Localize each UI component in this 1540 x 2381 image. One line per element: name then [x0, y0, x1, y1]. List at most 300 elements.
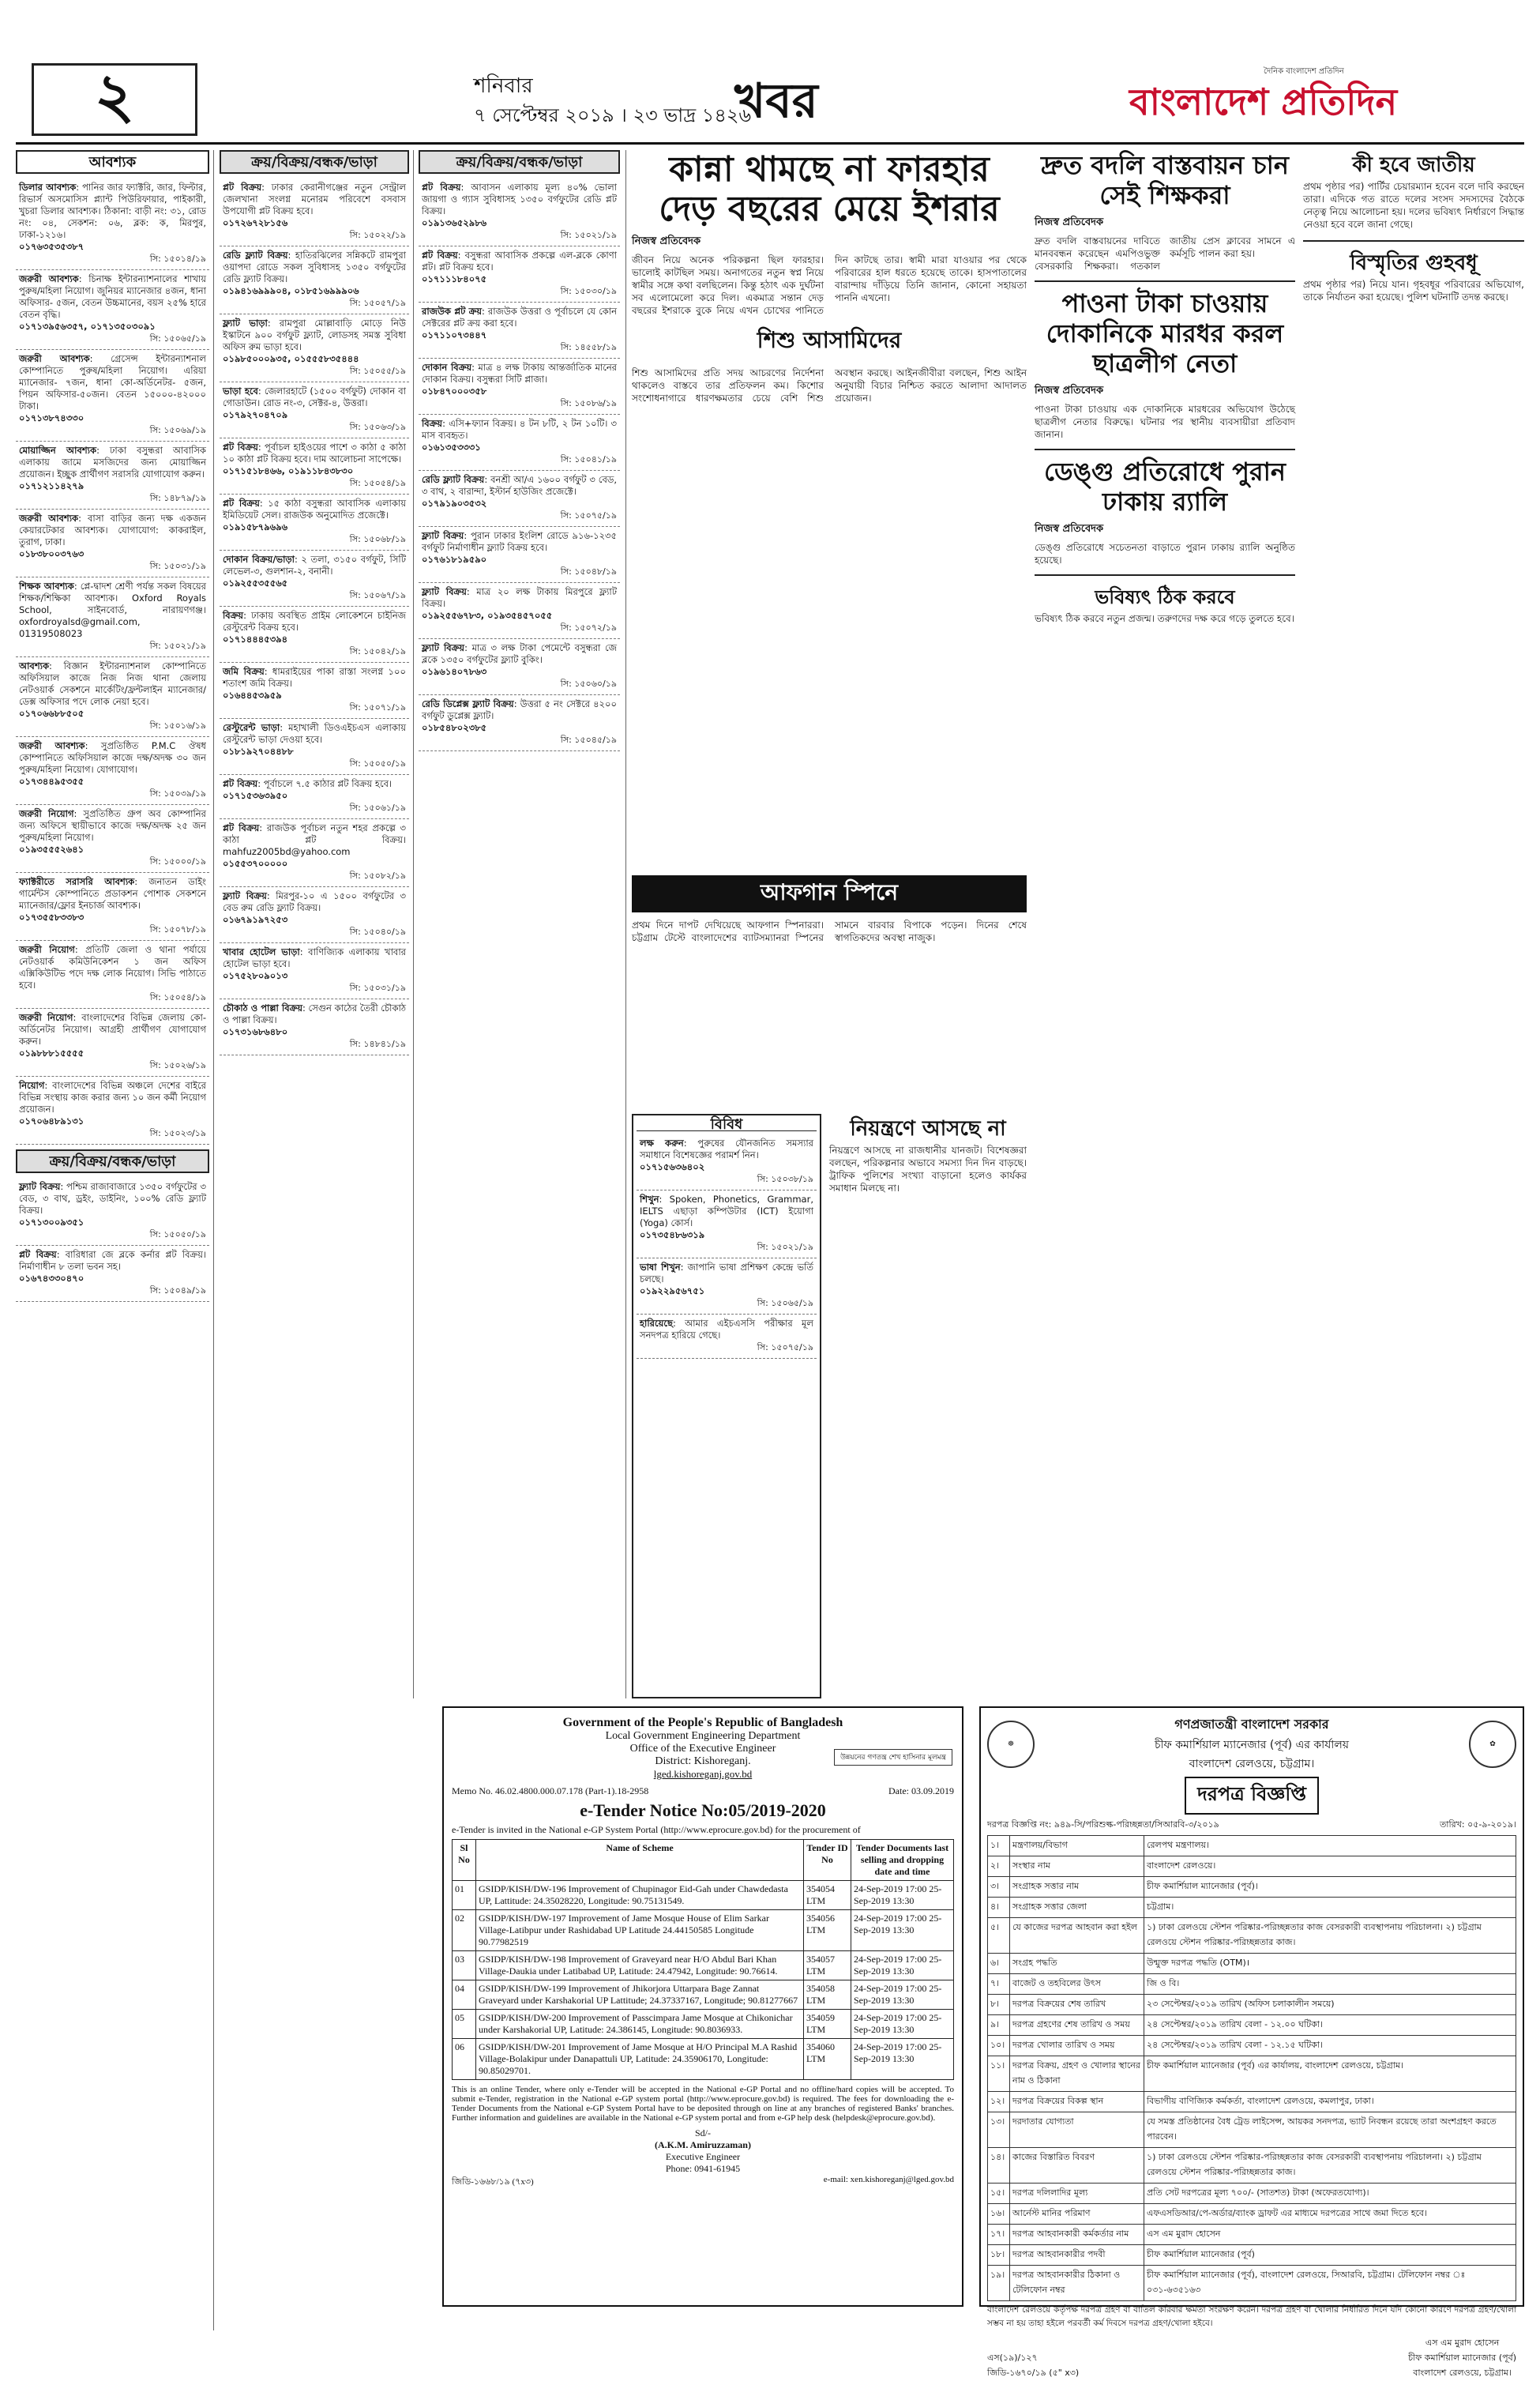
govt-emblem-icon: ✿	[1469, 1721, 1516, 1768]
tender-cell-name: GSIDP/KISH/DW-200 Improvement of Passcimpara Jame Mosque at Chikonichar under Karshakorial UP, Latitude: 24.386145, Longitude: 90.8036933.	[476, 2010, 804, 2039]
future-body: ভবিষ্যৎ ঠিক করবে নতুন প্রজন্ম। তরুণদের দক্ষ করে গড়ে তুলতে হবে।	[1035, 613, 1295, 624]
ad-title: নিয়োগ	[19, 1080, 45, 1091]
rail-title: দরপত্র বিজ্ঞপ্তি	[1185, 1777, 1319, 1815]
ad-phone: ০১৭১৩৯৫৬৩৫৭, ০১৭১৩৫০৩০৯১	[19, 321, 156, 332]
classified-list	[16, 179, 209, 1145]
ad-code: সি: ১৫০০০/১৯	[149, 856, 206, 867]
tender-cell-sl: 04	[453, 1980, 476, 2010]
traffic-headline: নিয়ন্ত্রণে আসছে না	[850, 1117, 1006, 1141]
rail-gd: জিডি-১৬৭০/১৯ (৫" x৩)	[987, 2368, 1080, 2378]
classified-ad	[637, 1190, 817, 1258]
ad-text: : Spoken, Phonetics, Grammar, IELTS এছাড়া কম্পিউটার (ICT) ইয়োগা (Yoga) কোর্স।	[640, 1194, 813, 1228]
ad-code: সি: ১৫০৩৮/১৯	[757, 1174, 813, 1184]
ad-title: দোকান বিক্রয়	[422, 362, 472, 373]
misc-list	[637, 1134, 817, 1359]
rail-ref: দরপত্র বিজ্ঞপ্তি নং: ৯৪৯-সি/পরিশুল্ক-পরিচ্ছন্নতা/সিআরবি-৩/২০১৯	[987, 1819, 1219, 1830]
ad-code: সি: ১৫০২২/১৯	[349, 230, 406, 240]
ad-title: প্লট বিক্রয়	[19, 1249, 57, 1260]
ad-code: সি: ১৫০৪৯/১৯	[149, 1285, 206, 1296]
ad-code: সি: ১৫০২১/১৯	[757, 1242, 813, 1252]
ad-phone: ০১৯১৩৬৫২৯৮৬	[422, 217, 487, 228]
ad-phone: ০১৭১৫১৮৪৬৬, ০১৯১১৮৪৩৮৩০	[223, 465, 354, 476]
ad-phone: ০১৮৩৮০০৩৭৬৩	[19, 548, 85, 559]
ad-code: সি: ১৫০৪৮/১৯	[560, 566, 617, 577]
ad-text: : ২ তলা, ৩১৫০ বর্গফুট, সিটি লেভেল-৩, গুলশান-২, বনানী।	[223, 554, 406, 577]
ad-text: : আবাসন এলাকায় মূল্য ৪০% ভোলা জায়গা ও গ্যাস সুবিধাসহ ১৩৫০ বর্গফুটের রেডি প্লট বিক্রয়।	[422, 182, 617, 216]
rail-row	[988, 1856, 1516, 1877]
classified-ad	[220, 382, 409, 438]
ad-title: ফ্ল্যাট বিক্রয়	[422, 586, 467, 597]
rail-cell-k: দরপত্র গ্রহণের শেষ তারিখ ও সময়	[1010, 2015, 1144, 2036]
ad-title: প্লট বিক্রয়	[223, 182, 262, 193]
ad-text: : রাজউক উত্তরা ও পূর্বাচলে যে কোন সেক্টরের প্লট ক্রয় করা হবে।	[422, 306, 617, 329]
ad-phone: ০১৯২৫৫৬৭৮৩, ০১৯৩৫৪৫৭০৫৫	[422, 610, 553, 621]
ad-title: মোয়াজ্জিন আবশ্যক	[19, 445, 97, 456]
rail-cell-n: ১০।	[988, 2036, 1010, 2056]
rail-row	[988, 2184, 1516, 2204]
tender-cell-date: 24-Sep-2019 17:00 25-Sep-2019 13:30	[851, 1980, 954, 2010]
right-news-column	[1303, 150, 1524, 1698]
ad-code: সি: ১৫০৬৫/১৯	[757, 1298, 813, 1308]
classified-ad	[220, 887, 409, 943]
classified-ad	[16, 510, 209, 577]
classified-ad	[220, 438, 409, 495]
tender-govt: Government of the People's Republic of Bangladesh	[562, 1716, 843, 1729]
ad-text: : প্লে-দ্বাদশ শ্রেণী পর্যন্ত সকল বিষয়ের শিক্ষক/শিক্ষিকা আবশ্যক। Oxford Royals School, সাইনবোর্ড, নারায়ণগঞ্জ। oxfordroyalsd@gmail.com, 01319508023	[19, 581, 206, 639]
page-header	[0, 0, 1540, 142]
rail-cell-n: ১৬।	[988, 2204, 1010, 2225]
classified-ad	[16, 737, 209, 805]
ad-phone: ০১৯৪১৬৯৯৯০৪, ০১৮৫১৬৯৯৯০৬	[223, 285, 359, 296]
tender-footer: This is an online Tender, where only e-Tender will be accepted in the National e-GP Portal and no offline/hard copies will be accepted. To submit e-Tender, registration in the National e-GP system portal (http://www.eprocure.gov.bd) is required. The fees for downloading the e-Tender Documents from the National e-GP System Portal have to be deposited through on line at any branches of registered Banks' branches. Further information and guidelines are available in the National e-GP system portal and from e-GP help desk (helpdesk@eprocure.gov.bd).	[452, 2085, 954, 2123]
column-heading: ক্রয়/বিক্রয়/বন্ধক/ভাড়া	[419, 150, 620, 174]
rail-cell-n: ১৯।	[988, 2266, 1010, 2301]
rail-table	[987, 1835, 1516, 2301]
ad-title: রেস্টুরেন্ট ভাড়া	[223, 722, 280, 733]
ad-code: সি: ১৫০৭৮/১৯	[149, 924, 206, 935]
rail-office: চীফ কমার্শিয়াল ম্যানেজার (পূর্ব) এর কার্যালয়	[1154, 1739, 1350, 1751]
rail-cell-v: ১) ঢাকা রেলওয়ে স্টেশন পরিষ্কার-পরিচ্ছন্নতার কাজ বেসরকারী ব্যবস্থাপনায় পরিচালনা। ২) চট্টগ্রাম রেলওয়ে স্টেশন পরিষ্কার-পরিচ্ছন্নতার কাজ।	[1144, 2148, 1516, 2184]
ad-text: : পশ্চিম রাজাবাজারে ১৩৫০ বর্গফুটের ৩ বেড, ৩ বাথ, ড্রইং, ডাইনিং, ১০০% রেডি ফ্ল্যাট বিক্রয়।	[19, 1181, 206, 1216]
ad-code: সি: ১৫০৬৫/১৯	[149, 333, 206, 344]
rail-cell-k: কাজের বিস্তারিত বিবরণ	[1010, 2148, 1144, 2184]
rail-cell-n: ৯।	[988, 2015, 1010, 2036]
classified-ad	[419, 303, 620, 359]
rail-place: বাংলাদেশ রেলওয়ে, চট্টগ্রাম।	[1413, 2368, 1512, 2378]
classified-ad	[220, 819, 409, 887]
classified-ad	[16, 1009, 209, 1077]
extortion-body: পাওনা টাকা চাওয়ায় এক দোকানিকে মারধরের অভিযোগ উঠেছে ছাত্রলীগ নেতার বিরুদ্ধে। ঘটনার পর স্থানীয় ব্যবসায়ীরা প্রতিবাদ জানান।	[1035, 404, 1295, 440]
tender-website[interactable]: lged.kishoreganj.gov.bd	[653, 1768, 753, 1780]
tender-role: Executive Engineer	[665, 2151, 741, 2162]
column-heading: ক্রয়/বিক্রয়/বন্ধক/ভাড়া	[16, 1149, 209, 1173]
ad-text: : বনশ্রী আ/এ ১৬০০ বর্গফুট ৩ বেড, ৩ বাথ, ২ বারান্দা, ইস্টার্ন হাউজিং প্রজেক্টে।	[422, 474, 617, 497]
classified-ad	[220, 607, 409, 663]
ad-title: রেডি ডিপ্লেক্স ফ্ল্যাট বিক্রয়	[422, 698, 514, 709]
rail-cell-v: চট্টগ্রাম।	[1144, 1898, 1516, 1918]
ad-code: সি: ১৫০৬৮/১৯	[349, 534, 406, 544]
ad-code: সি: ১৫০১৬/১৯	[149, 720, 206, 731]
ad-title: জমি বিক্রয়	[223, 666, 265, 677]
railway-emblem-icon: ☸	[987, 1721, 1035, 1768]
tender-row	[453, 2010, 954, 2039]
ad-text: : ঢাকা বসুন্ধরা আবাসিক এলাকায় জামে মসজিদের জন্য মোয়াজ্জিন প্রয়োজন। ইচ্ছুক প্রার্থীগণ সরাসরি যোগাযোগ করুন।	[19, 445, 206, 480]
ad-phone: ০১৭৬১৮১৯৫৯০	[422, 554, 487, 565]
tender-gd: জিডি-১৬৬৮/১৯ (৭x৩)	[452, 2177, 534, 2187]
th-sl: Sl No	[453, 1840, 476, 1881]
classified-ad	[16, 179, 209, 270]
jatiya-body: প্রথম পৃষ্ঠার পর) পার্টির চেয়ারম্যান হবেন বলে দাবি করছেন তারা। এদিকে গত রাতে দলের সংসদ সদস্যদের বৈঠকে নেতৃত্ব নিয়ে আলোচনা হয়। দলের ভবিষ্যৎ নির্ধারণে সিদ্ধান্ত নেওয়া হবে বলে জানা গেছে।	[1303, 181, 1524, 230]
rail-role: চীফ কমার্শিয়াল ম্যানেজার (পূর্ব)	[1408, 2353, 1516, 2363]
ad-title: আবশ্যক	[19, 660, 49, 671]
tender-cell-id: 354059 LTM	[804, 2010, 851, 2039]
classified-ad	[220, 719, 409, 775]
ad-text: : হাতিরঝিলের সন্নিকটে রামপুরা ওয়াপদা রোডে সকল সুবিধাসহ ১৩৫০ বর্গফুটের রেডি ফ্ল্যাট বিক্রয়।	[223, 250, 406, 284]
th-name: Name of Scheme	[476, 1840, 804, 1881]
rail-row	[988, 2056, 1516, 2092]
ad-text: : ১৫ কাঠা বসুন্ধরা আবাসিক এলাকায় ইমিডিয়েট সেল। রাজউক অনুমোদিত প্রজেক্টে।	[223, 498, 407, 521]
ad-code: সি: ১৫০৩১/১৯	[349, 983, 406, 993]
ad-title: প্লট বিক্রয়	[223, 778, 258, 789]
classified-ad	[220, 663, 409, 719]
housewife-headline: বিস্মৃতির গুহবধূ	[1303, 240, 1524, 278]
tender-cell-id: 354058 LTM	[804, 1980, 851, 2010]
ad-text: : জাপানি ভাষা প্রশিক্ষণ কেন্দ্রে ভর্তি চলছে।	[640, 1262, 813, 1285]
column-divider	[413, 150, 414, 1698]
lead-sub-body: শিশু আসামিদের প্রতি সদয় আচরণের নির্দেশনা থাকলেও বাস্তবে তার প্রতিফলন কম। কিশোর সংশোধনাগারে ধারণক্ষমতার চেয়ে বেশি শিশু অবস্থান করছে। আইনজীবীরা বলছেন, শিশু আইন অনুযায়ী বিচার নিশ্চিত করতে আলাদা আদালত প্রয়োজন।	[632, 367, 1027, 404]
rail-cell-v: চীফ কমার্শিয়াল ম্যানেজার (পূর্ব)	[1144, 2245, 1516, 2266]
tender-intro: e-Tender is invited in the National e-GP System Portal (http://www.eprocure.gov.bd) for the procurement of	[452, 1824, 861, 1835]
rail-cell-v: জি ও বি।	[1144, 1974, 1516, 1995]
lged-tender-notice	[442, 1706, 963, 2307]
rail-location: বাংলাদেশ রেলওয়ে, চট্টগ্রাম।	[1189, 1758, 1315, 1770]
tender-row	[453, 1951, 954, 1980]
ad-text: : মহাখালী ডিওএইচএস এলাকায় রেস্টুরেন্ট ভাড়া দেওয়া হবে।	[223, 722, 406, 745]
ad-text: : বিজ্ঞান ইন্টারন্যাশনাল কোম্পানিতে অফিসিয়াল কাজে নিজ নিজ থানা জেলায় নেটওয়ার্ক সেকশনে মার্কেটিং/ফ্রন্টলাইন ম্যানেজার/ডেক্স অফিসার পদে লোক নেয়া হবে।	[19, 660, 206, 707]
ad-text: : ঢাকার কেরানীগঞ্জের নতুন সেন্ট্রাল জেলখানা সংলগ্ন মনোরম পরিবেশে বসবাস উপযোগী প্লট বিক্রয় হবে।	[223, 182, 407, 216]
ad-text: : প্রতিটি জেলা ও থানা পর্যায়ে নেটওয়ার্ক কমিউনিকেশন ১ জন অফিস এক্সিকিউটিভ পদে দক্ষ লোক নিয়োগ। সিভি পাঠাতে হবে।	[19, 944, 206, 991]
tender-cell-date: 24-Sep-2019 17:00 25-Sep-2019 13:30	[851, 1910, 954, 1951]
rail-cell-n: ৬।	[988, 1954, 1010, 1974]
ad-title: রাজউক প্লট ক্রয়	[422, 306, 483, 317]
ad-code: সি: ১৫০২১/১৯	[149, 641, 206, 651]
ad-text: : পুরুষের যৌনজনিত সমস্যার সমাধানে বিশেষজ্ঞের পরামর্শ নিন।	[640, 1138, 814, 1160]
extortion-byline: নিজস্ব প্রতিবেদক	[1035, 385, 1104, 397]
rail-cell-n: ১৫।	[988, 2184, 1010, 2204]
rail-cell-k: সংগ্রহ পদ্ধতি	[1010, 1954, 1144, 1974]
classified-ad	[220, 999, 409, 1055]
rail-row	[988, 1954, 1516, 1974]
tender-phone: Phone: 0941-61945	[665, 2163, 741, 2174]
ad-title: বিক্রয়	[223, 610, 244, 621]
rail-cell-n: ১।	[988, 1836, 1010, 1856]
rail-row	[988, 2015, 1516, 2036]
classified-ad	[419, 471, 620, 527]
ad-text: : উত্তরা ৫ নং সেক্টরে ৪২০০ বর্গফুট ডুপ্লেক্স ফ্ল্যাট।	[422, 698, 617, 721]
rail-cell-k: আর্নেস্ট মানির পরিমাণ	[1010, 2204, 1144, 2225]
ad-title: বিক্রয়	[422, 418, 443, 429]
classified-ad	[220, 775, 409, 819]
classified-ad	[220, 943, 409, 999]
ad-phone: ০১৭০৬৬৮৮৫০৫	[19, 708, 85, 719]
rail-footer: বাংলাদেশ রেলওয়ে কর্তৃপক্ষ দরপত্র গ্রহণ বা বাতিল করিবার ক্ষমতা সংরক্ষণ করেন। দরপত্র গ্রহণ বা খোলার নির্ধারিত দিনে যদি কোনো কারণে দরপত্র গ্রহণ/খোলা সম্ভব না হয় তাহা হইলে পরবর্তী কর্ম দিবসে দরপত্র গ্রহণ/খোলা হইবে।	[987, 2305, 1516, 2328]
classified-ad	[419, 415, 620, 471]
rail-cell-k: দরপত্র খোলার তারিখ ও সময়	[1010, 2036, 1144, 2056]
ad-title: প্লট বিক্রয়	[223, 442, 258, 453]
ad-title: লক্ষ করুন	[640, 1138, 684, 1149]
ad-phone: ০১৭১১০৭৩৪৪৭	[422, 329, 487, 340]
header-rule	[16, 142, 1524, 145]
rail-row	[988, 1877, 1516, 1898]
tender-cell-sl: 05	[453, 2010, 476, 2039]
tender-cell-date: 24-Sep-2019 17:00 25-Sep-2019 13:30	[851, 2039, 954, 2080]
ad-title: দোকান বিক্রয়/ভাড়া	[223, 554, 295, 565]
classified-column-wanted	[16, 150, 209, 2330]
rail-row	[988, 1995, 1516, 2015]
classified-column-property	[220, 150, 409, 2330]
rail-cell-n: ৫।	[988, 1918, 1010, 1954]
classified-ad	[16, 805, 209, 873]
ad-title: জরুরী নিয়োগ	[19, 944, 75, 955]
ad-text: : মাত্র ৩ লক্ষ টাকা পেমেন্টে বসুন্ধরা জে ব্লকে ১৩৫০ বর্গফুটের ফ্ল্যাট বুকিং।	[422, 642, 617, 665]
rail-cell-v: যে সমস্ত প্রতিষ্ঠানের বৈধ ট্রেড লাইসেন্স, আয়কর সনদপত্র, ভ্যাট নিবন্ধন রয়েছে তারা অংশগ্রহণ করতে পারবেন।	[1144, 2112, 1516, 2148]
classified-list	[16, 1178, 209, 1302]
lead-headline-2: দেড় বছরের মেয়ে ইশরার	[659, 189, 1000, 229]
page-number: ২	[32, 63, 197, 136]
dengue-headline: ডেঙ্গু প্রতিরোধে পুরান ঢাকায় র‌্যালি	[1035, 449, 1295, 517]
ad-title: প্লট বিক্রয়	[422, 182, 461, 193]
ad-text: : গ্রেসেন্স ইন্টারন্যাশনাল কোম্পানিতে পুরুষ/মহিলা নিয়োগ। এরিয়া ম্যানেজার- ৭জন, ধানা কো-অর্ডিনেটর- ৫জন, পিয়ন অফিসার-৫০জন। বেতন ১৫০০০-৪২০০০ টাকা।	[19, 353, 207, 412]
ad-title: জরুরী নিয়োগ	[19, 808, 74, 819]
lead-subhead: শিশু আসামিদের	[757, 327, 902, 353]
tender-table	[452, 1839, 954, 2080]
ad-title: জরুরী আবশ্যক	[19, 353, 90, 364]
classified-ad	[16, 1246, 209, 1302]
ad-title: চৌকাঠ ও পাল্লা বিক্রয়	[223, 1002, 302, 1014]
middle-news-column	[1035, 150, 1295, 1698]
ad-text: : পূর্বাচলে ৭.৫ কাঠার প্লট বিক্রয় হবে।	[257, 778, 393, 789]
ad-code: সি: ১৪৮৪১/১৯	[349, 1039, 406, 1049]
classified-ad	[220, 495, 409, 551]
ad-title: ফ্যাক্টরীতে সরাসরি আবশ্যক	[19, 876, 135, 887]
tender-cell-name: GSIDP/KISH/DW-197 Improvement of Jame Mosque House of Elim Sarkar Village-Latibpur under Rashidabad UP Latitude 24.44150585 Longitude 90.77982519	[476, 1910, 804, 1951]
ad-phone: ০১৬৭৪৩৩০৪৭০	[19, 1273, 85, 1284]
rail-cell-v: ২৪ সেপ্টেম্বর/২০১৯ তারিখ বেলা - ১২.০০ ঘটিকা।	[1144, 2015, 1516, 2036]
column-divider	[625, 150, 626, 1698]
misc-heading: বিবিধ	[637, 1119, 817, 1131]
ad-phone: ০১৭১৫৩৬৩৯৫০	[223, 790, 288, 801]
rail-cell-v: ২৪ সেপ্টেম্বর/২০১৯ তারিখ বেলা - ১২.১৫ ঘটিকা।	[1144, 2036, 1516, 2056]
rail-cell-v: প্রতি সেট দরপত্রের মূল্য ৭০০/- (সাতশত) টাকা (অফেরতযোগ্য)।	[1144, 2184, 1516, 2204]
rail-row	[988, 2148, 1516, 2184]
ad-text: : আমার এইচএসসি পরীক্ষার মূল সনদপত্র হারিয়ে গেছে।	[640, 1318, 813, 1341]
ad-code: সি: ১৪৫৫৮/১৯	[560, 342, 617, 352]
rail-row	[988, 1974, 1516, 1995]
tender-cell-sl: 03	[453, 1951, 476, 1980]
rail-cell-k: দরপত্র আহবানকারীর পদবী	[1010, 2245, 1144, 2266]
classified-ad	[220, 314, 409, 382]
rail-cell-n: ৩।	[988, 1877, 1010, 1898]
ad-code: সি: ১৫০৭১/১৯	[349, 702, 406, 713]
ad-code: সি: ১৫০৫৪/১৯	[149, 992, 206, 1002]
ad-title: ফ্ল্যাট বিক্রয়	[422, 642, 465, 653]
tender-cell-date: 24-Sep-2019 17:00 25-Sep-2019 13:30	[851, 2010, 954, 2039]
ad-phone: ০১৯৩৫৫৫২৬৪১	[19, 844, 85, 855]
column-divider	[213, 150, 214, 2330]
rail-cell-n: ১৭।	[988, 2225, 1010, 2245]
rail-cell-n: ১১।	[988, 2056, 1010, 2092]
rail-cell-n: ২।	[988, 1856, 1010, 1877]
rail-cell-v: উন্মুক্ত দরপত্র পদ্ধতি (OTM)।	[1144, 1954, 1516, 1974]
tender-email: e-mail: xen.kishoreganj@lged.gov.bd	[823, 2175, 954, 2184]
rail-row	[988, 1836, 1516, 1856]
rail-cell-n: ১৮।	[988, 2245, 1010, 2266]
section-title: খবর	[734, 73, 818, 129]
classified-ad	[220, 551, 409, 607]
ad-text: : বাণিজ্যিক এলাকায় খাবার হোটেল ভাড়া হবে।	[223, 946, 406, 969]
ad-title: শিক্ষক আবশ্যক	[19, 581, 74, 592]
classified-ad	[16, 350, 209, 442]
tender-cell-name: GSIDP/KISH/DW-199 Improvement of Jhikorjora Uttarpara Bage Zannat Graveyard under Karshakorial UP Lattitude; 24.37337167, Longitude; 90.81277667	[476, 1980, 804, 2010]
th-date: Tender Documents last selling and dropping date and time	[851, 1840, 954, 1881]
rail-row	[988, 2245, 1516, 2266]
ad-phone: ০১৬১৩৫৩৩৩১	[422, 442, 481, 453]
ad-text: : পূর্বাচল হাইওয়ের পাশে ৩ কাঠা ৫ কাঠা ১০ কাঠা প্লট বিক্রয় হবে। দাম আলোচনা সাপেক্ষে।	[223, 442, 406, 465]
jatiya-headline: কী হবে জাতীয়	[1352, 153, 1475, 177]
tender-cell-sl: 02	[453, 1910, 476, 1951]
ad-phone: ০১৭৯২৭০৪৭০৯	[223, 409, 288, 420]
classified-ad	[220, 179, 409, 246]
classified-ad	[220, 246, 409, 314]
tender-sd: Sd/-	[694, 2127, 711, 2138]
rail-cell-n: ১৩।	[988, 2112, 1010, 2148]
ad-phone: ০১৭১৩৮৭৪৩৩০	[19, 412, 85, 423]
ad-code: সি: ১৪৮৭৯/১৯	[149, 493, 206, 503]
ad-phone: ০১৭১৩০০৯৩৫১	[19, 1217, 85, 1228]
rail-code: এস(১৯)/১২৭	[987, 2353, 1038, 2363]
ad-text: : বাংলাদেশের বিভিন্ন অঞ্চলে দেশের বাইরে বিভিন্ন সংস্থায় কাজ করার জন্য ১০ জন কর্মী নিয়োগ প্রয়োজন।	[19, 1080, 206, 1115]
ad-phone: ০১৮১৯২৭০৪৪৮৮	[223, 746, 294, 757]
tender-cell-name: GSIDP/KISH/DW-196 Improvement of Chupinagor Eid-Gah under Chawdedasta UP, Lattitude: 24.35028220, Longitude: 90.75131549.	[476, 1881, 804, 1910]
rail-cell-v: বিভাগীয় বাণিজ্যিক কর্মকর্তা, বাংলাদেশ রেলওয়ে, কমলাপুর, ঢাকা।	[1144, 2092, 1516, 2112]
ad-phone: ০১৭৩১৬৮৬৪৮০	[223, 1026, 288, 1037]
ad-code: সি: ১৫০৩০/১৯	[560, 286, 617, 296]
ad-phone: ০১৭০৬৪৮৯১৩১	[19, 1115, 85, 1127]
th-id: Tender ID No	[804, 1840, 851, 1881]
tender-cell-sl: 01	[453, 1881, 476, 1910]
classified-list	[419, 179, 620, 751]
ad-code: সি: ১৫০৬০/১৯	[560, 679, 617, 689]
ad-phone: ০১৭১১১৮৪০৭৫	[422, 273, 487, 284]
rail-cell-k: দরপত্র বিক্রয়, গ্রহণ ও খোলার স্থানের নাম ও ঠিকানা	[1010, 2056, 1144, 2092]
ad-text: : জনাতন ডাইং গার্মেন্টস কোম্পানিতে প্রডাকশন পোশাক সেকশনে ম্যানেজার/ফ্লোর ইনচার্জ আবশ্যক।	[19, 876, 206, 911]
ad-text: : রাজউক পূর্বাচল নতুন শহর প্রকল্পে ৩ কাঠা প্লট বিক্রয়। mahfuz2005bd@yahoo.com	[223, 822, 407, 857]
tender-district: District: Kishoreganj.	[655, 1755, 751, 1767]
ad-phone: ০১৭৩৫৪৮৬৩১৯	[640, 1229, 705, 1240]
tender-signer: (A.K.M. Amiruzzaman)	[655, 2139, 751, 2150]
rail-row	[988, 2112, 1516, 2148]
ad-code: সি: ১৫০৬৩/১৯	[349, 422, 406, 432]
rail-cell-v: চীফ কমার্শিয়াল ম্যানেজার (পূর্ব), বাংলাদেশ রেলওয়ে, সিআরবি, চট্টগ্রাম। টেলিফোন নম্বর ঃ ০৩১-৬৩৫১৬৩	[1144, 2266, 1516, 2301]
rail-row	[988, 2225, 1516, 2245]
ad-title: ফ্ল্যাট বিক্রয়	[422, 530, 464, 541]
ad-text: : পুরান ঢাকার ইংলিশ রোডে ৯১৬-১২৩৫ বর্গফুট নির্মাণাধীন ফ্ল্যাট বিক্রয় হবে।	[422, 530, 617, 553]
tender-memo: Memo No. 46.02.4800.000.07.178 (Part-1).18-2958	[452, 1785, 649, 1796]
tender-cell-date: 24-Sep-2019 17:00 25-Sep-2019 13:30	[851, 1951, 954, 1980]
ad-title: জরুরী আবশ্যক	[19, 513, 79, 524]
ad-code: সি: ১৫০২১/১৯	[560, 230, 617, 240]
rail-govt: গণপ্রজাতন্ত্রী বাংলাদেশ সরকার	[1174, 1717, 1329, 1732]
ad-code: সি: ১৫০৭২/১৯	[560, 623, 617, 633]
ad-text: : বারিধারা জে ব্লকে কর্নার প্লট বিক্রয়। নির্মাণাধীন ৮ তলা ভবন সহ।	[19, 1249, 206, 1272]
ad-code: সি: ১৫০২৬/১৯	[149, 1060, 206, 1070]
tender-row	[453, 1881, 954, 1910]
ad-text: : বাসা বাড়ির জন্য দক্ষ একজন কেয়ারটেকার আবশ্যক। যোগাযোগ: কাকরাইল, তুরাগ, ঢাকা।	[19, 513, 206, 547]
classified-ad	[16, 442, 209, 510]
ad-text: : মাত্র ২০ লক্ষ টাকায় মিরপুরে ফ্ল্যাট বিক্রয়।	[422, 586, 617, 609]
ad-code: সি: ১৫০৫০/১৯	[149, 1229, 206, 1239]
logo-name: বাংলাদেশ প্রতিদিন	[1129, 80, 1398, 123]
rail-cell-n: ৪।	[988, 1898, 1010, 1918]
ad-phone: ০১৮৫৪৮০২৩৮৫	[422, 722, 487, 733]
rail-cell-v: এফএসডিআর/পে-অর্ডার/ব্যাংক ড্রাফট এর মাধ্যমে দরপত্রের সাথে জমা দিতে হবে।	[1144, 2204, 1516, 2225]
ad-code: সি: ১৫০৬৯/১৯	[149, 425, 206, 435]
ad-code: সি: ১৫০৭৫/১৯	[560, 510, 617, 521]
rail-signer: এস এম মুরাদ হোসেন	[1425, 2338, 1500, 2348]
ad-code: সি: ১৫০৪২/১৯	[349, 646, 406, 656]
rail-row	[988, 2266, 1516, 2301]
ad-phone: ০১৭৬৩৫৩৫৩৮৭	[19, 241, 85, 252]
ad-code: সি: ১৫০৪৫/১৯	[560, 735, 617, 745]
ad-text: : ঢাকায় অবস্থিত প্রাইম লোকেশনে চাইনিজ রেস্টুরেন্ট বিক্রয় হবে।	[223, 610, 406, 633]
traffic-story	[829, 1114, 1027, 1698]
ad-title: প্লট বিক্রয়	[422, 250, 458, 261]
ad-text: : সুপ্রতিষ্ঠিত P.M.C ঔষধ কোম্পানিতে অফিসিয়াল কাজে দক্ষ/অদক্ষ ৩০ জন পুরুষ/মহিলা নিয়োগ। যোগাযোগ।	[19, 740, 207, 775]
ad-code: সি: ১৫০২৩/১৯	[149, 1128, 206, 1138]
rail-cell-v: চীফ কমার্শিয়াল ম্যানেজার (পূর্ব) এর কার্যালয়, বাংলাদেশ রেলওয়ে, চট্টগ্রাম।	[1144, 2056, 1516, 2092]
classified-ad	[16, 1077, 209, 1145]
rail-row	[988, 1918, 1516, 1954]
classified-ad	[16, 941, 209, 1009]
ad-title: ভাষা শিখুন	[640, 1262, 681, 1273]
lead-story	[632, 150, 1027, 861]
spin-body: প্রথম দিনে দাপট দেখিয়েছে আফগান স্পিনাররা। চট্টগ্রাম টেস্টে বাংলাদেশের ব্যাটসম্যানরা স্পিনের সামনে বারবার বিপাকে পড়েন। দিনের শেষে স্বাগতিকদের অবস্থা নাজুক।	[632, 920, 1027, 943]
ad-code: সি: ১৫০৮৬/১৯	[560, 398, 617, 408]
classified-ad	[16, 270, 209, 350]
ad-title: প্লট বিক্রয়	[223, 822, 260, 833]
rail-row	[988, 1898, 1516, 1918]
issue-day: শনিবার	[474, 74, 533, 98]
ad-title: ফ্ল্যাট বিক্রয়	[223, 890, 267, 901]
ad-code: সি: ১৫০৮২/১৯	[349, 871, 406, 881]
ad-code: সি: ১৫০৩১/১৯	[149, 561, 206, 571]
rail-row	[988, 2204, 1516, 2225]
ad-phone: ০১৯৮৮৮১৫৫৫৫	[19, 1048, 85, 1059]
dengue-body: ডেঙ্গু প্রতিরোধে সচেতনতা বাড়াতে পুরান ঢাকায় র‌্যালি অনুষ্ঠিত হয়েছে।	[1035, 542, 1295, 566]
ad-title: জরুরী আবশ্যক	[19, 273, 79, 284]
ad-text: : মাত্র ৪ লক্ষ টাকায় আন্তর্জাতিক মানের দোকান বিক্রয়। বসুন্ধরা সিটি প্লাজা।	[422, 362, 618, 385]
lead-body: জীবন নিয়ে অনেক পরিকল্পনা ছিল ফারহার। ভালোই কাটছিল সময়। অনাগতের নতুন স্বপ্ন নিয়ে স্বামীর সঙ্গে কথা বলছিলেন। কিন্তু হঠাৎ এক দুর্ঘটনা সব এলোমেলো করে দিল। একমাত্র সন্তান দেড় বছরের ইশরাকে বুকে নিয়ে এখন চোখের পানিতে দিন কাটছে তার। স্বামী মারা যাওয়ার পর থেকে পরিবারের হাল ধরতে হয়েছে তাকে। হাসপাতালের বারান্দায় দাঁড়িয়ে তিনি জানান, কোনো সহায়তা পাননি এখনো।	[632, 254, 1027, 316]
classified-ad	[16, 873, 209, 941]
tender-memo-date: Date: 03.09.2019	[888, 1785, 954, 1796]
classified-ad	[637, 1134, 817, 1190]
ad-phone: ০১৭১২১১৪২৭৯	[19, 480, 85, 491]
ad-code: সি: ১৫০৪০/১৯	[349, 927, 406, 937]
extortion-headline: পাওনা টাকা চাওয়ায় দোকানিকে মারধর করল ছাত্রলীগ নেতা	[1035, 280, 1295, 378]
logo-tagline: দৈনিক বাংলাদেশ প্রতিদিন	[1264, 67, 1344, 76]
spin-headline: আফগান স্পিনে	[632, 875, 1027, 912]
ad-code: সি: ১৫০৫০/১৯	[349, 758, 406, 769]
